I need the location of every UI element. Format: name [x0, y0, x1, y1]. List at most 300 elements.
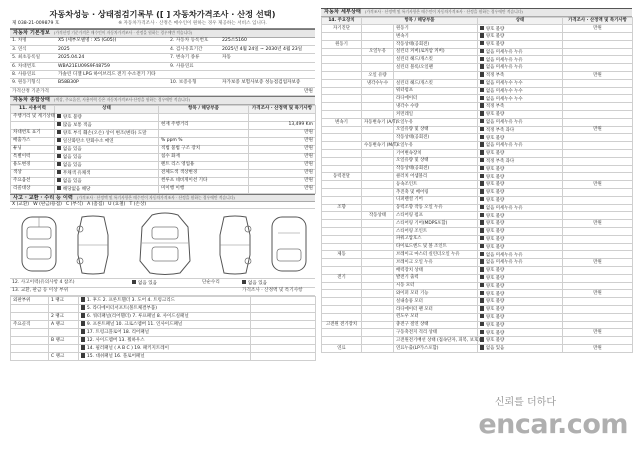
device-amount [563, 64, 633, 72]
device-subgroup [362, 305, 394, 313]
parts-category [11, 353, 49, 361]
device-state-text: 양호 불량 [485, 190, 505, 196]
parts-rank: A 랭크 [49, 321, 79, 329]
checkbox-icon[interactable] [81, 329, 85, 333]
parts-list [79, 305, 251, 313]
summary-amount: 만원 [249, 137, 316, 145]
parts-list [79, 297, 251, 305]
summary-row [11, 177, 316, 185]
details-row [322, 165, 633, 173]
device-category [322, 79, 362, 87]
device-state-text: 양호 불량 [485, 197, 505, 203]
device-item: 실린더 블록/오일팬 [394, 64, 478, 72]
checkbox-icon[interactable] [480, 267, 484, 271]
device-state [478, 157, 563, 165]
abnormal-parts-label: 13. 교환, 판금 등 이상 부위 [12, 288, 69, 294]
summary-amount: 만원 [249, 169, 316, 177]
device-state-text: 양호 불량 [485, 314, 505, 320]
basic-info-table [10, 38, 315, 97]
device-item: 고전원전기배선 상태 (접속단자, 피복, 보호) [394, 337, 478, 345]
device-state [478, 95, 563, 103]
device-state [478, 181, 563, 189]
checkbox-icon[interactable] [480, 88, 484, 92]
device-subgroup [362, 103, 394, 111]
parts-amount [251, 353, 316, 361]
device-state-text: 적정 부족 과다 [485, 158, 515, 164]
details-row [322, 220, 633, 228]
device-state-text: 적정 부족 [485, 104, 505, 110]
checkbox-icon[interactable] [480, 330, 484, 334]
details-row [322, 142, 633, 150]
checkbox-icon[interactable] [480, 283, 484, 287]
checkbox-icon[interactable] [81, 297, 85, 301]
device-subgroup [362, 40, 394, 48]
device-state [478, 235, 563, 243]
device-subgroup [362, 337, 394, 345]
device-state-text: 적정 부족 [485, 73, 505, 79]
checkbox-icon[interactable] [480, 72, 484, 76]
details-row [322, 251, 633, 259]
summary-note: (색상, 주요옵션, 사용이력 등은 자동차가격조사·산정을 원하는 경우에만 적습니다) [53, 97, 190, 103]
device-state [478, 33, 563, 41]
device-amount [563, 196, 633, 204]
device-item: 커먼레일 [394, 111, 478, 119]
device-subgroup [362, 126, 394, 134]
parts-amount [251, 297, 316, 305]
details-row [322, 228, 633, 236]
price-basis-label: 가격산정 기준가격 [12, 88, 49, 94]
checkbox-icon[interactable] [480, 41, 484, 45]
details-row [322, 181, 633, 189]
device-category [322, 290, 362, 298]
device-amount [563, 142, 633, 150]
damage-legend-item: W (판금/용접) [33, 202, 62, 208]
summary-row [11, 121, 316, 129]
device-state [478, 48, 563, 56]
device-subgroup [362, 228, 394, 236]
device-category: 변속기 [322, 118, 362, 126]
basic-field-value: 2025년 4월 24일 ~ 2030년 4월 23일 [222, 46, 303, 52]
device-state-text: 양호 불량 [485, 283, 505, 289]
device-category [322, 228, 362, 236]
device-item: 시동 모터 [394, 282, 478, 290]
parts-list-text: 5. 라디에이터서포트(볼트체결부품) [86, 306, 157, 312]
checkbox-icon[interactable] [480, 64, 484, 68]
checkbox-icon[interactable] [480, 291, 484, 295]
device-item: 타이로드엔드 및 볼 조인트 [394, 243, 478, 251]
device-state [478, 274, 563, 282]
summary-state [55, 177, 159, 185]
summary-detail: % ppm % [159, 137, 249, 145]
checkbox-icon[interactable] [480, 103, 484, 107]
parts-row [11, 321, 316, 329]
checkbox-icon[interactable] [81, 337, 85, 341]
device-state-text: 양호 불량 [485, 299, 505, 305]
device-subgroup [362, 56, 394, 64]
summary-state [55, 113, 159, 121]
device-state-text: 양호 불량 [485, 26, 505, 32]
device-subgroup [362, 298, 394, 306]
parts-rank [49, 329, 79, 337]
checkbox-icon[interactable] [480, 220, 484, 224]
checkbox-icon[interactable] [480, 259, 484, 263]
damage-legend [10, 202, 315, 209]
summary-header-row [11, 105, 316, 113]
device-item: 디퍼렌셜 기어 [394, 196, 478, 204]
summary-row [11, 145, 316, 153]
basic-field-value: X5 (세부모델명 : X5 (G05)) [58, 38, 117, 44]
device-item [394, 72, 478, 80]
device-state [478, 79, 563, 87]
abnormal-parts-price-col: 가격조사 · 산정액 및 특기사항 [242, 288, 303, 294]
device-amount: 만원 [563, 329, 633, 337]
device-category [322, 282, 362, 290]
details-row [322, 40, 633, 48]
parts-body [11, 297, 316, 361]
parts-category [11, 337, 49, 345]
device-amount [563, 337, 633, 345]
checkbox-icon[interactable] [480, 337, 484, 341]
device-state [478, 87, 563, 95]
parts-row [11, 329, 316, 337]
checkbox-icon[interactable] [480, 142, 484, 146]
checkbox-icon[interactable] [57, 178, 61, 182]
summary-amount: 만원 [249, 185, 316, 193]
car-outline-side-left-icon [72, 215, 114, 275]
summary-amount [249, 113, 316, 121]
details-title: 자동차 세부상태 [324, 9, 361, 15]
device-item: 작동상태(공회전) [394, 134, 478, 142]
basic-info-row [10, 46, 315, 54]
device-amount [563, 157, 633, 165]
summary-state [55, 169, 159, 177]
device-subgroup [362, 313, 394, 321]
device-category [322, 48, 362, 56]
device-state-text: 양호 불량 [485, 291, 505, 297]
device-item: 와이퍼 모터 기능 [394, 290, 478, 298]
summary-section-header [10, 96, 315, 105]
checkbox-icon[interactable] [480, 96, 484, 100]
basic-info-note: (가격산정 기준가격은 매수인이 자동차가격조사 · 산정을 원하는 경우에만 적습니다) [53, 29, 193, 35]
device-amount [563, 298, 633, 306]
details-body [322, 25, 633, 352]
checkbox-icon[interactable] [57, 114, 61, 118]
device-state [478, 126, 563, 134]
basic-field-value: 가솔린 디젤 LPG 하이브리드 전기 수소전기 기타 [58, 71, 156, 77]
device-state-text: 없음 있음 [485, 346, 505, 352]
checkbox-icon [132, 280, 136, 284]
details-note: (가격조사 · 산정액 및 특기사항은 매수인이 자동차가격조사 · 산정을 원하는 경우에만 적습니다) [364, 8, 523, 14]
device-state [478, 25, 563, 33]
device-category [322, 157, 362, 165]
device-amount: 만원 [563, 25, 633, 33]
summary-detail: 침수 화재 [159, 153, 249, 161]
basic-field-label: 3. 연식 [12, 46, 27, 52]
summary-state-text: 양호 부식 훼손(오손) 상이 변조(변타) 도말 [62, 130, 147, 136]
summary-row [11, 169, 316, 177]
device-amount: 만원 [563, 259, 633, 267]
details-row [322, 267, 633, 275]
device-amount [563, 282, 633, 290]
checkbox-icon[interactable] [480, 213, 484, 217]
checkbox-icon[interactable] [480, 33, 484, 37]
checkbox-icon[interactable] [480, 275, 484, 279]
device-subgroup [362, 181, 394, 189]
checkbox-icon[interactable] [57, 138, 61, 142]
summary-col-state: 상태 [55, 105, 159, 113]
device-category: 자기진단 [322, 25, 362, 33]
parts-list [79, 329, 251, 337]
accident-section-header [10, 194, 315, 203]
device-state [478, 165, 563, 173]
checkbox-icon[interactable] [480, 189, 484, 193]
checkbox-icon[interactable] [81, 305, 85, 309]
device-state-text: 양호 불량 [485, 338, 505, 344]
device-state [478, 40, 563, 48]
checkbox-icon[interactable] [480, 166, 484, 170]
device-item: 동력조향 작동 오일 누유 [394, 204, 478, 212]
summary-title: 자동차 종합상태 [13, 97, 50, 104]
device-state [478, 305, 563, 313]
device-subgroup [362, 33, 394, 41]
device-amount [563, 87, 633, 95]
checkbox-icon[interactable] [81, 345, 85, 349]
device-item: 냉각수 수량 [394, 103, 478, 111]
device-category [322, 33, 362, 41]
checkbox-icon[interactable] [57, 186, 61, 190]
checkbox-icon[interactable] [480, 205, 484, 209]
device-state [478, 173, 563, 181]
car-outline-side-right-icon [214, 215, 256, 275]
device-subgroup [362, 251, 394, 259]
device-category: 전기 [322, 274, 362, 282]
details-row [322, 48, 633, 56]
device-state [478, 111, 563, 119]
parts-category [11, 329, 49, 337]
device-state-text: 양호 불량 [485, 182, 505, 188]
summary-state-text: 일산화탄소 탄화수소 매연 [62, 138, 114, 144]
device-subgroup: 자동변속기 (A/T) [362, 118, 394, 126]
parts-list [79, 353, 251, 361]
checkbox-icon[interactable] [480, 119, 484, 123]
device-item: 실린더 헤드/개스킷 [394, 56, 478, 64]
checkbox-icon[interactable] [480, 181, 484, 185]
details-row [322, 157, 633, 165]
summary-item: 튜닝 [11, 145, 55, 153]
device-item: 브레이크 오일 누유 [394, 259, 478, 267]
accident-title: 사고 · 교환 · 수리 등 이력 [13, 194, 73, 201]
basic-field-label: 10. 보증유형 [170, 80, 197, 86]
device-subgroup [362, 329, 394, 337]
damage-legend-item: A (흠집) [87, 202, 105, 208]
parts-row [11, 305, 316, 313]
parts-list-text: 14. 필러패널 ( A B C ) 19. 패키지트레이 [86, 346, 169, 352]
checkbox-icon[interactable] [480, 197, 484, 201]
simple-repair-state: 없음 있음 [240, 280, 310, 287]
damage-legend-item: U (요철) [108, 202, 126, 208]
summary-item [11, 121, 55, 129]
summary-col-detail: 항목 / 해당부품 [159, 105, 249, 113]
device-state [478, 329, 563, 337]
device-item: 충전구 절연 상태 [394, 321, 478, 329]
summary-state-text: 없음 있음 [62, 146, 82, 152]
device-amount [563, 103, 633, 111]
parts-category [11, 305, 49, 313]
device-category [322, 111, 362, 119]
checkbox-icon[interactable] [480, 314, 484, 318]
summary-item: 용도변경 [11, 161, 55, 169]
checkbox-icon[interactable] [57, 146, 61, 150]
checkbox-icon[interactable] [480, 236, 484, 240]
details-row [322, 196, 633, 204]
device-item: 발전기 출력 [394, 274, 478, 282]
summary-state-text: 많음 보통 적음 [62, 122, 92, 128]
device-amount [563, 79, 633, 87]
basic-info-section-header [10, 29, 315, 38]
device-state [478, 103, 563, 111]
checkbox-icon[interactable] [81, 321, 85, 325]
checkbox-icon[interactable] [480, 158, 484, 162]
checkbox-icon[interactable] [480, 57, 484, 61]
parts-rank: 2 랭크 [49, 313, 79, 321]
details-row [322, 33, 633, 41]
device-subgroup [362, 95, 394, 103]
device-amount [563, 173, 633, 181]
checkbox-icon[interactable] [480, 26, 484, 30]
encar-watermark: encar.com [478, 409, 628, 441]
checkbox-icon[interactable] [480, 345, 484, 349]
checkbox-icon[interactable] [81, 353, 85, 357]
device-subgroup [362, 274, 394, 282]
checkbox-icon[interactable] [480, 49, 484, 53]
summary-state [55, 129, 159, 137]
details-row [322, 111, 633, 119]
checkbox-icon[interactable] [480, 111, 484, 115]
checkbox-icon[interactable] [480, 150, 484, 154]
device-amount [563, 118, 633, 126]
parts-list [79, 321, 251, 329]
parts-category [11, 345, 49, 353]
checkbox-icon[interactable] [57, 130, 61, 134]
damage-legend-item: T (손상) [129, 202, 147, 208]
summary-detail: 현재 주행거리 [159, 121, 249, 129]
details-row [322, 126, 633, 134]
device-state-text: 없음 미세누수 누수 [485, 88, 523, 94]
device-category [322, 305, 362, 313]
device-category [322, 87, 362, 95]
summary-state-text: 양호 불량 [62, 114, 82, 120]
basic-field-value: B58B30P [58, 80, 79, 86]
device-state-text: 없음 미세누유 누유 [485, 119, 523, 125]
summary-amount: 만원 [249, 153, 316, 161]
damage-legend-item: X (교환) [12, 202, 30, 208]
device-subgroup [362, 243, 394, 251]
details-row [322, 290, 633, 298]
device-category [322, 196, 362, 204]
summary-state-text: 없음 있음 [62, 154, 82, 160]
document-title: 자동차성능 · 상태점검기록부 ([ ] 자동차가격조사 · 산정 선택) [49, 9, 276, 19]
device-item: 워터펌프 [394, 87, 478, 95]
details-row [322, 173, 633, 181]
checkbox-icon[interactable] [480, 252, 484, 256]
checkbox-icon[interactable] [480, 80, 484, 84]
device-state-text: 양호 불량 [485, 229, 505, 235]
device-subgroup [362, 196, 394, 204]
device-subgroup: 오일 유량 [362, 72, 394, 80]
device-state [478, 220, 563, 228]
parts-list-text: 9. 프론트패널 10. 크로스멤버 11. 인사이드패널 [86, 322, 183, 328]
device-subgroup [362, 321, 394, 329]
summary-amount: 만원 [249, 177, 316, 185]
checkbox-icon[interactable] [480, 135, 484, 139]
parts-list-text: 17. 트렁크플로어 18. 리어패널 [86, 330, 149, 336]
details-row [322, 25, 633, 33]
device-subgroup [362, 111, 394, 119]
checkbox-icon[interactable] [480, 322, 484, 326]
checkbox-icon[interactable] [57, 162, 61, 166]
checkbox-icon[interactable] [57, 170, 61, 174]
checkbox-icon[interactable] [480, 228, 484, 232]
checkbox-icon[interactable] [480, 306, 484, 310]
device-state-text: 양호 불량 [485, 166, 505, 172]
device-category [322, 72, 362, 80]
device-state-text: 없음 미세누수 누수 [485, 80, 523, 86]
checkbox-icon[interactable] [480, 298, 484, 302]
device-amount: 만원 [563, 344, 633, 352]
device-amount [563, 33, 633, 41]
device-amount [563, 243, 633, 251]
device-state-text: 양호 불량 [485, 268, 505, 274]
details-row [322, 118, 633, 126]
abnormal-parts-header [10, 288, 315, 296]
device-state [478, 64, 563, 72]
device-item: 오일유량 및 상태 [394, 126, 478, 134]
device-state [478, 196, 563, 204]
basic-info-row [10, 54, 315, 62]
checkbox-icon[interactable] [81, 313, 85, 317]
details-row [322, 189, 633, 197]
device-state [478, 321, 563, 329]
parts-row [11, 353, 316, 361]
right-column [321, 8, 632, 446]
device-item: 윈도우 모터 [394, 313, 478, 321]
checkbox-icon[interactable] [480, 174, 484, 178]
checkbox-icon[interactable] [57, 154, 61, 158]
device-subgroup: 오일누유 [362, 48, 394, 56]
summary-state-text: 무채색 유채색 [62, 170, 91, 176]
device-subgroup [362, 173, 394, 181]
device-state-text: 양호 불량 [485, 41, 505, 47]
details-row [322, 243, 633, 251]
car-outline-top-icon [130, 211, 200, 277]
device-state-text: 양호 불량 [485, 244, 505, 250]
basic-field-value: 자가보증 보험사보증 성능점검업자보증 [222, 80, 301, 86]
summary-item: 색상 [11, 169, 55, 177]
device-item: 클러치 어셈블리 [394, 173, 478, 181]
device-item: 연료누출(LP가스포함) [394, 344, 478, 352]
checkbox-icon[interactable] [480, 244, 484, 248]
device-state [478, 298, 563, 306]
summary-row [11, 137, 316, 145]
device-category [322, 181, 362, 189]
document-number: 제 038-21-009879 호 [12, 21, 60, 27]
basic-field-label: 4. 검사유효기간 [170, 46, 203, 52]
device-amount [563, 165, 633, 173]
device-amount [563, 274, 633, 282]
checkbox-icon[interactable] [57, 122, 61, 126]
checkbox-icon [242, 280, 246, 284]
checkbox-icon[interactable] [480, 127, 484, 131]
